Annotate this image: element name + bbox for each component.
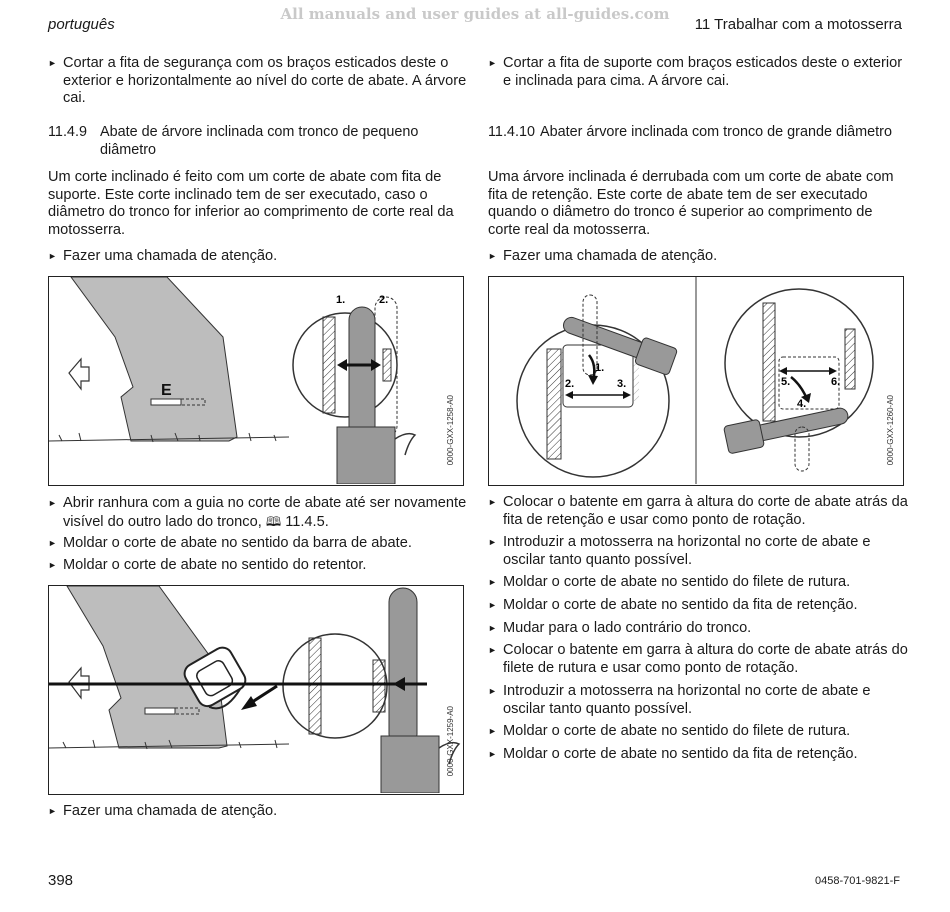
bullet-step-1: ► Colocar o batente em garra à altura do corte de abate atrás da fita de retenção e usar como ponto de rotação. — [488, 494, 908, 529]
bullet-step-2: ► Introduzir a motosserra na horizontal no corte de abate e oscilar tanto quanto possível. — [488, 534, 908, 569]
chainsaw-bar — [389, 588, 417, 748]
heading-large-trunk — [488, 124, 908, 142]
document-code: 0458-701-9821-F — [814, 875, 900, 887]
heading-number: 11.4.10 — [488, 124, 535, 140]
intro-paragraph: Um corte inclinado é feito com um corte de abate com fita de suporte. Este corte inclinado tem de ser executado, caso o diâmetro do tronco for inferior ao comprimento de corte real da motosserra. — [48, 169, 454, 238]
bullet-step-6: ► Colocar o batente em garra à altura do corte de abate atrás do filete de rutura e usar como ponto de rotação. — [488, 642, 908, 677]
felling-diagram-2 — [49, 586, 462, 793]
bullet-step-5: ► Mudar para o lado contrário do tronco. — [488, 620, 908, 638]
intro-paragraph: Uma árvore inclinada é derrubada com um corte de abate com fita de retenção. Este corte de abate tem de ser executado quando o diâmetro do tronco é superior ao comprimento de corte real da motosserra. — [488, 169, 894, 238]
header-section: 11 Trabalhar com a motosserra — [694, 16, 902, 33]
bullet-step-3: ► Moldar o corte de abate no sentido do filete de rutura. — [488, 574, 908, 592]
figure-felling-small-trunk — [48, 276, 464, 486]
bullet-step-4: ► Moldar o corte de abate no sentido da fita de retenção. — [488, 597, 908, 615]
label-3: 3. — [617, 378, 627, 390]
bullet-warning-call: ► Fazer uma chamada de atenção. — [488, 248, 908, 266]
heading-number: 11.4.9 — [48, 124, 87, 140]
bullet-open-slot — [48, 495, 468, 531]
figure-code: 0000-GXX-1260-A0 — [886, 395, 896, 466]
header-language: português — [48, 16, 115, 33]
label-4: 4. — [797, 398, 807, 410]
heading-title: Abate de árvore inclinada com tronco de pequeno diâmetro — [100, 124, 419, 158]
label-1: 1. — [336, 294, 346, 306]
bullet-cut-safety-band: ► Cortar a fita de segurança com os braços esticados deste o exterior e horizontalmente ao nível do corte de abate. A árvore cai. — [48, 55, 468, 108]
felling-diagram-3 — [489, 277, 902, 484]
bullet-warning-call: ► Fazer uma chamada de atenção. — [48, 248, 468, 266]
cross-reference: 11.4.5. — [285, 513, 329, 530]
heading-small-trunk — [48, 124, 468, 159]
felling-diagram-1 — [49, 277, 462, 484]
left-column — [48, 0, 468, 900]
book-icon: 🕮 — [265, 513, 282, 529]
figure-shaping-cut — [48, 585, 464, 795]
bullet-open-slot-text: Abrir ranhura com a guia no corte de abate até ser novamente visível do outro lado do tronco, — [63, 495, 467, 530]
right-column — [488, 0, 908, 900]
page-number: 398 — [48, 872, 74, 889]
figure-code: 0000-GXX-1258-A0 — [446, 395, 456, 466]
label-2: 2. — [379, 294, 389, 306]
heading-title: Abater árvore inclinada com tronco de grande diâmetro — [540, 124, 892, 140]
label-5: 5. — [781, 376, 791, 388]
tree-trunk — [71, 277, 237, 441]
chainsaw-bar — [349, 307, 375, 447]
bullet-shape-toward-bar: ► Moldar o corte de abate no sentido da barra de abate. — [48, 535, 468, 553]
direction-arrow-icon — [69, 359, 89, 389]
label-2: 2. — [565, 378, 575, 390]
label-6: 6. — [831, 376, 841, 388]
bullet-warning-call-2: ► Fazer uma chamada de atenção. — [48, 803, 468, 821]
figure-felling-large-trunk — [488, 276, 904, 486]
watermark: All manuals and user guides at all-guides.com — [280, 5, 670, 23]
bullet-step-9: ► Moldar o corte de abate no sentido da fita de retenção. — [488, 746, 908, 764]
figure-code: 0000-GXX-1259-A0 — [446, 706, 456, 777]
label-1: 1. — [595, 362, 605, 374]
bullet-cut-support-band: ► Cortar a fita de suporte com braços esticados deste o exterior e inclinada para cima. A árvore cai. — [488, 55, 908, 90]
label-e: E — [161, 382, 172, 399]
bullet-step-8: ► Moldar o corte de abate no sentido do filete de rutura. — [488, 723, 908, 741]
bullet-shape-toward-retainer: ► Moldar o corte de abate no sentido do retentor. — [48, 557, 468, 575]
bullet-step-7: ► Introduzir a motosserra na horizontal no corte de abate e oscilar tanto quanto possível. — [488, 683, 908, 718]
trunk-section-circle — [283, 634, 387, 738]
